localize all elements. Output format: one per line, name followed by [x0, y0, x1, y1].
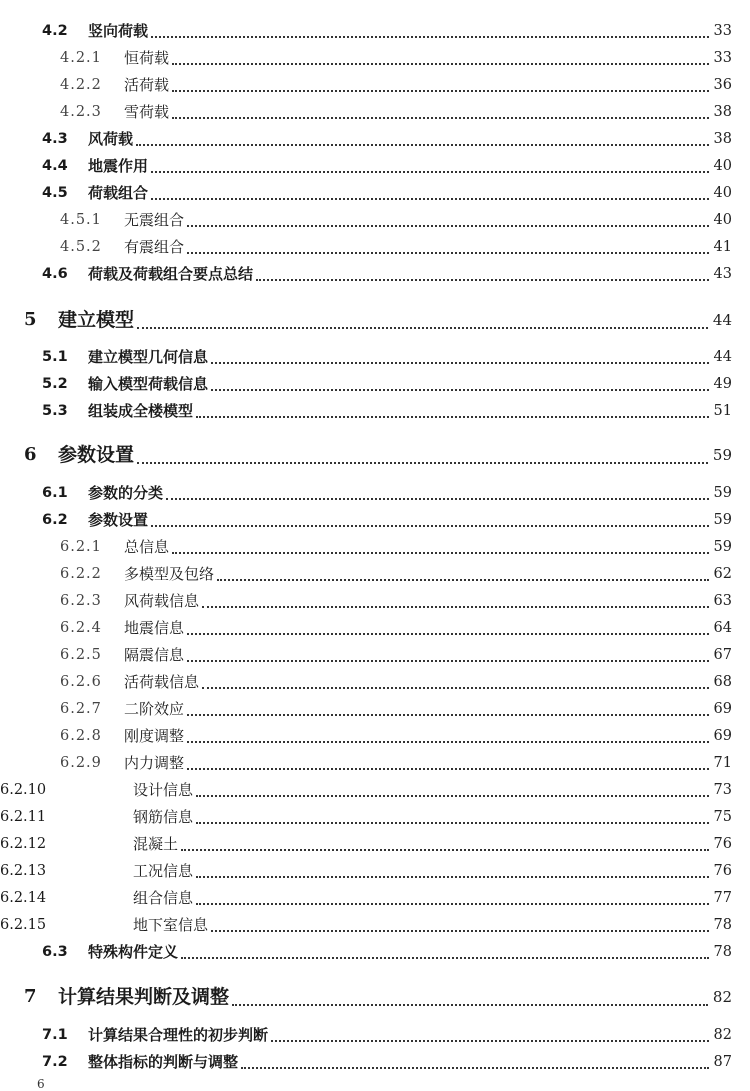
toc-entry[interactable]: [0, 859, 750, 883]
toc-entry-number: 4.2.2: [60, 77, 102, 93]
toc-entry-page: 87: [713, 1054, 732, 1070]
toc-entry-number: 6.3: [42, 944, 68, 960]
toc-entry[interactable]: [0, 181, 750, 205]
dot-leader: [151, 22, 709, 38]
toc-entry-page: 76: [713, 863, 732, 879]
toc-entry-page: 63: [713, 593, 732, 609]
toc-entry[interactable]: [0, 1023, 750, 1047]
toc-entry-title: 活荷载信息: [124, 673, 200, 691]
toc-entry[interactable]: [0, 886, 750, 910]
toc-entry-title: 计算结果合理性的初步判断: [88, 1026, 269, 1044]
toc-entry-number: 6.2.13: [0, 863, 47, 879]
dot-leader: [211, 916, 709, 932]
toc-entry[interactable]: [0, 697, 750, 721]
dot-leader: [196, 889, 709, 905]
dot-leader: [151, 184, 709, 200]
toc-entry-number: 6.2.7: [60, 701, 102, 717]
toc-entry-title: 参数设置: [58, 444, 135, 466]
dot-leader: [166, 484, 709, 500]
toc-entry[interactable]: [0, 100, 750, 124]
dot-leader: [181, 943, 709, 959]
dot-leader: [187, 211, 709, 227]
toc-entry-number: 6.2.10: [0, 782, 47, 798]
toc-entry-page: 76: [713, 836, 732, 852]
dot-leader: [241, 1053, 709, 1069]
toc-entry[interactable]: [0, 616, 750, 640]
toc-entry-number: 4.5.2: [60, 239, 102, 255]
toc-entry-title: 设计信息: [133, 781, 194, 799]
toc-entry-page: 41: [713, 239, 732, 255]
toc-entry-number: 6.2.6: [60, 674, 102, 690]
toc-entry[interactable]: [0, 670, 750, 694]
toc-entry-title: 地震信息: [124, 619, 185, 637]
dot-leader: [172, 538, 709, 554]
toc-entry-title: 特殊构件定义: [88, 943, 179, 961]
toc-entry[interactable]: [0, 724, 750, 748]
toc-entry-number: 5: [24, 309, 37, 330]
toc-entry-number: 6.2.2: [60, 566, 102, 582]
toc-entry-page: 62: [713, 566, 732, 582]
toc-entry[interactable]: [0, 940, 750, 964]
toc-entry-number: 6.1: [42, 485, 68, 501]
toc-entry-page: 33: [713, 50, 732, 66]
toc-entry-number: 6.2.1: [60, 539, 102, 555]
toc-entry-title: 输入模型荷载信息: [88, 375, 209, 393]
dot-leader: [196, 402, 709, 418]
toc-entry-title: 荷载及荷载组合要点总结: [88, 265, 254, 283]
toc-entry-page: 49: [713, 376, 732, 392]
toc-entry-page: 68: [713, 674, 732, 690]
toc-entry-page: 38: [713, 131, 732, 147]
toc-entry-number: 7: [24, 986, 37, 1007]
dot-leader: [151, 157, 709, 173]
dot-leader: [211, 348, 709, 364]
toc-entry-title: 钢筋信息: [133, 808, 194, 826]
toc-entry[interactable]: [0, 481, 750, 505]
toc-entry-page: 77: [713, 890, 732, 906]
toc-entry-title: 竖向荷载: [88, 22, 149, 40]
toc-entry-title: 风荷载: [88, 130, 134, 148]
toc-entry-number: 4.5: [42, 185, 68, 201]
toc-entry-number: 7.1: [42, 1027, 68, 1043]
toc-entry-number: 6.2.8: [60, 728, 102, 744]
toc-entry-number: 5.2: [42, 376, 68, 392]
dot-leader: [172, 103, 709, 119]
toc-entry-title: 建立模型几何信息: [88, 348, 209, 366]
toc-entry-page: 36: [713, 77, 732, 93]
toc-entry-number: 4.3: [42, 131, 68, 147]
toc-entry-title: 有震组合: [124, 238, 185, 256]
toc-entry[interactable]: [0, 372, 750, 396]
toc-entry-title: 风荷载信息: [124, 592, 200, 610]
toc-entry-title: 地下室信息: [133, 916, 209, 934]
toc-entry[interactable]: [0, 589, 750, 613]
toc-entry[interactable]: [0, 508, 750, 532]
toc-entry-page: 67: [713, 647, 732, 663]
toc-entry-title: 多模型及包络: [124, 565, 215, 583]
toc-entry-title: 参数设置: [88, 511, 149, 529]
toc-entry-page: 78: [713, 917, 732, 933]
dot-leader: [181, 835, 709, 851]
toc-entry-number: 4.2: [42, 23, 68, 39]
toc-entry-title: 地震作用: [88, 157, 149, 175]
dot-leader: [211, 375, 709, 391]
toc-entry[interactable]: [0, 982, 750, 1012]
toc-entry-page: 82: [712, 988, 732, 1006]
toc-entry-page: 40: [713, 212, 732, 228]
toc-entry-title: 雪荷载: [124, 103, 170, 121]
toc-entry-page: 59: [713, 512, 732, 528]
toc-entry[interactable]: [0, 305, 750, 335]
toc-entry-title: 整体指标的判断与调整: [88, 1053, 239, 1071]
toc-entry-title: 总信息: [124, 538, 170, 556]
dot-leader: [172, 76, 709, 92]
toc-entry-title: 参数的分类: [88, 484, 164, 502]
toc-entry-page: 69: [713, 701, 732, 717]
dot-leader: [187, 754, 709, 770]
toc-entry-page: 33: [713, 23, 732, 39]
dot-leader: [187, 727, 709, 743]
toc-entry-number: 7.2: [42, 1054, 68, 1070]
toc-entry[interactable]: [0, 805, 750, 829]
dot-leader: [187, 646, 709, 662]
toc-entry-title: 计算结果判断及调整: [58, 986, 230, 1008]
toc-entry-title: 混凝土: [133, 835, 179, 853]
toc-entry[interactable]: [0, 127, 750, 151]
toc-entry-page: 78: [713, 944, 732, 960]
dot-leader: [136, 130, 709, 146]
toc-entry-title: 无震组合: [124, 211, 185, 229]
toc-entry-title: 组装成全楼模型: [88, 402, 194, 420]
toc-entry-title: 组合信息: [133, 889, 194, 907]
dot-leader: [172, 49, 709, 65]
dot-leader: [137, 313, 708, 329]
toc-entry[interactable]: [0, 832, 750, 856]
toc-entry[interactable]: [0, 1050, 750, 1074]
toc-entry[interactable]: [0, 235, 750, 259]
dot-leader: [187, 238, 709, 254]
dot-leader: [232, 990, 708, 1006]
dot-leader: [187, 619, 709, 635]
toc-entry[interactable]: [0, 778, 750, 802]
dot-leader: [202, 592, 709, 608]
toc-entry-number: 6.2.5: [60, 647, 102, 663]
toc-entry-page: 71: [713, 755, 732, 771]
toc-entry-title: 工况信息: [133, 862, 194, 880]
dot-leader: [151, 511, 709, 527]
toc-entry-page: 44: [713, 349, 732, 365]
toc-entry[interactable]: [0, 154, 750, 178]
toc-entry-page: 59: [713, 539, 732, 555]
footer-page-number: 6: [37, 1077, 45, 1091]
dot-leader: [202, 673, 709, 689]
toc-entry[interactable]: [0, 345, 750, 369]
toc-entry-title: 恒荷载: [124, 49, 170, 67]
toc-entry-page: 59: [713, 485, 732, 501]
dot-leader: [187, 700, 709, 716]
toc-entry-page: 64: [713, 620, 732, 636]
toc-entry[interactable]: [0, 73, 750, 97]
dot-leader: [271, 1026, 709, 1042]
toc-entry[interactable]: [0, 19, 750, 43]
toc-entry-number: 6.2.9: [60, 755, 102, 771]
toc-entry-title: 隔震信息: [124, 646, 185, 664]
toc-entry-page: 44: [712, 311, 732, 329]
dot-leader: [196, 781, 709, 797]
dot-leader: [196, 808, 709, 824]
toc-entry-page: 82: [713, 1027, 732, 1043]
toc-entry[interactable]: [0, 562, 750, 586]
toc-entry-number: 6.2.3: [60, 593, 102, 609]
toc-entry[interactable]: [0, 440, 750, 470]
toc-entry-page: 43: [713, 266, 732, 282]
toc-entry-number: 4.5.1: [60, 212, 102, 228]
toc-entry[interactable]: [0, 399, 750, 423]
toc-entry-number: 6.2: [42, 512, 68, 528]
toc-entry-page: 38: [713, 104, 732, 120]
toc-entry-number: 6.2.15: [0, 917, 47, 933]
toc-entry-number: 5.1: [42, 349, 68, 365]
toc-entry[interactable]: [0, 46, 750, 70]
toc-entry-number: 6.2.4: [60, 620, 102, 636]
toc-entry-title: 刚度调整: [124, 727, 185, 745]
dot-leader: [196, 862, 709, 878]
toc-entry-number: 6.2.12: [0, 836, 47, 852]
toc-entry-number: 4.6: [42, 266, 68, 282]
toc-entry-number: 4.2.1: [60, 50, 102, 66]
toc-entry-page: 73: [713, 782, 732, 798]
toc-entry-page: 40: [713, 185, 732, 201]
toc-entry-title: 二阶效应: [124, 700, 185, 718]
toc-entry-number: 4.2.3: [60, 104, 102, 120]
toc-entry[interactable]: [0, 208, 750, 232]
toc-entry-page: 59: [712, 446, 732, 464]
dot-leader: [137, 448, 708, 464]
toc-entry-page: 75: [713, 809, 732, 825]
toc-entry-number: 6.2.14: [0, 890, 47, 906]
toc-entry-number: 6.2.11: [0, 809, 47, 825]
toc-entry-number: 5.3: [42, 403, 68, 419]
toc-entry-number: 6: [24, 444, 37, 465]
toc-entry-title: 内力调整: [124, 754, 185, 772]
toc-entry-number: 4.4: [42, 158, 68, 174]
toc-entry-page: 40: [713, 158, 732, 174]
toc-entry[interactable]: [0, 535, 750, 559]
toc-entry[interactable]: [0, 262, 750, 286]
dot-leader: [217, 565, 709, 581]
toc-entry-title: 活荷载: [124, 76, 170, 94]
toc-entry-page: 69: [713, 728, 732, 744]
toc-entry[interactable]: [0, 913, 750, 937]
toc-entry[interactable]: [0, 751, 750, 775]
toc-entry[interactable]: [0, 643, 750, 667]
toc-entry-page: 51: [713, 403, 732, 419]
dot-leader: [256, 265, 709, 281]
toc-entry-title: 建立模型: [58, 309, 135, 331]
toc-entry-title: 荷载组合: [88, 184, 149, 202]
